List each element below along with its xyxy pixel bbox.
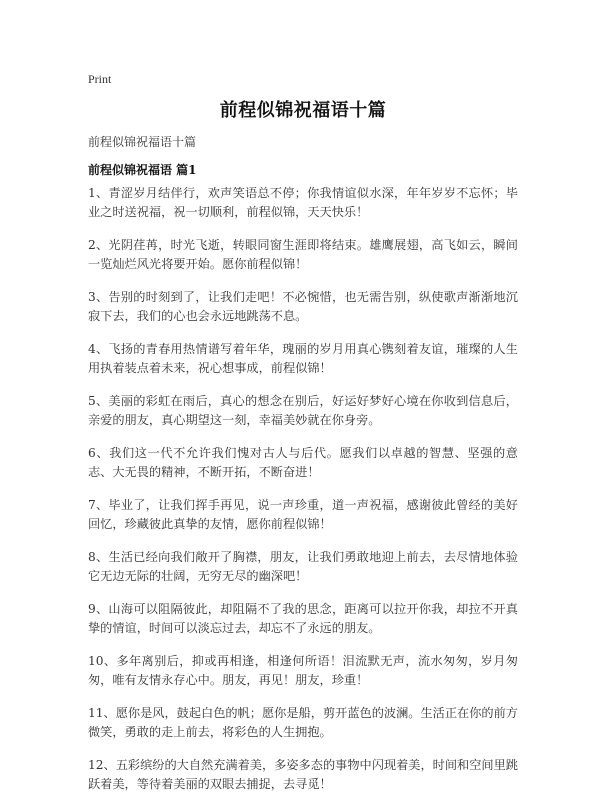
paragraph: 8、生活已经向我们敞开了胸襟，朋友，让我们勇敢地迎上前去，去尽情地体验它无边无际的壮阔，无穷无尽的幽深吧！ <box>88 550 518 583</box>
section-heading: 前程似锦祝福语 篇1 <box>88 163 197 177</box>
page-title: 前程似锦祝福语十篇 <box>219 100 387 121</box>
paragraph: 12、五彩缤纷的大自然充满着美，多姿多态的事物中闪现着美，时间和空间里跳跃着美，等待着美丽的双眼去捕捉，去寻觅！ <box>88 758 518 791</box>
paragraph: 3、告别的时刻到了，让我们走吧！不必惋惜，也无需告别，纵使歌声渐渐地沉寂下去，我们的心也会永远地跳荡不息。 <box>88 290 518 323</box>
paragraph-list <box>88 184 518 808</box>
print-link[interactable]: Print <box>88 72 112 86</box>
paragraph: 6、我们这一代不允许我们愧对古人与后代。愿我们以卓越的智慧、坚强的意志、大无畏的精神，不断开拓，不断奋进！ <box>88 446 518 479</box>
paragraph: 10、多年离别后，抑或再相逢，相逢何所语！泪流默无声，流水匆匆，岁月匆匆，唯有友情永存心中。朋友，再见！朋友，珍重！ <box>88 654 518 687</box>
paragraph: 9、山海可以阻隔彼此，却阻隔不了我的思念，距离可以拉开你我，却拉不开真挚的情谊，时间可以淡忘过去，却忘不了永远的朋友。 <box>88 602 518 635</box>
paragraph: 1、青涩岁月结伴行，欢声笑语总不停；你我情谊似水深，年年岁岁不忘怀；毕业之时送祝福，祝一切顺利，前程似锦，天天快乐！ <box>88 186 518 219</box>
document-subtitle: 前程似锦祝福语十篇 <box>88 135 197 149</box>
paragraph: 2、光阴荏苒，时光飞逝，转眼同窗生涯即将结束。雄鹰展翅，高飞如云，瞬间一览灿烂风光将要开始。愿你前程似锦！ <box>88 238 518 271</box>
paragraph: 5、美丽的彩虹在雨后，真心的想念在别后，好运好梦好心境在你收到信息后，亲爱的朋友，真心期望这一刻，幸福美妙就在你身旁。 <box>88 394 518 427</box>
paragraph: 4、飞扬的青春用热情谱写着年华，瑰丽的岁月用真心镌刻着友谊，璀璨的人生用执着装点着未来，祝心想事成，前程似锦！ <box>88 342 518 375</box>
paragraph: 11、愿你是风，鼓起白色的帆；愿你是船，剪开蓝色的波澜。生活正在你的前方微笑，勇敢的走上前去，将彩色的人生拥抱。 <box>88 706 518 739</box>
paragraph: 7、毕业了，让我们挥手再见，说一声珍重，道一声祝福，感谢彼此曾经的美好回忆，珍藏彼此真挚的友情，愿你前程似锦！ <box>88 498 518 531</box>
